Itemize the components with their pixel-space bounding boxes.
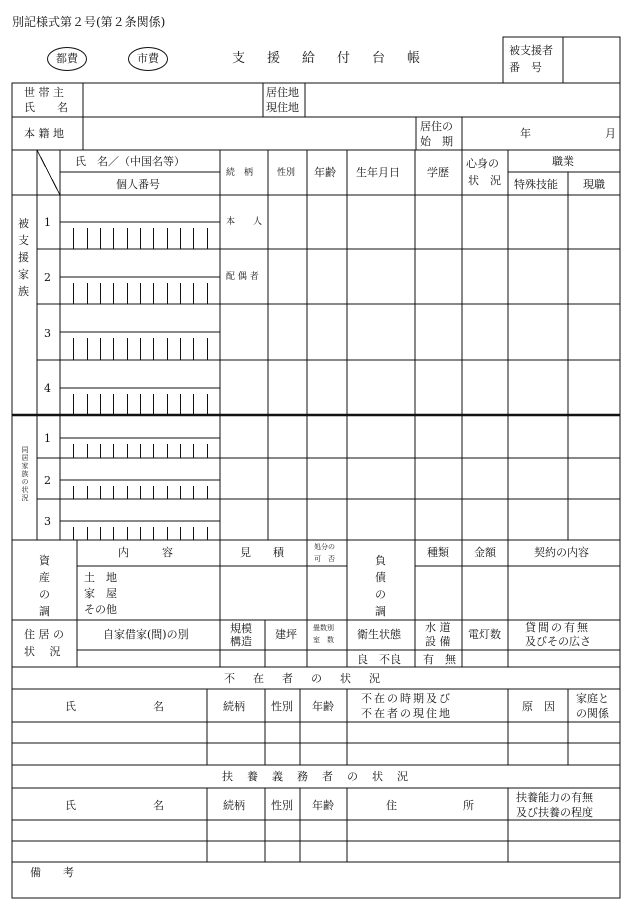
- asset-house: 家 屋: [84, 587, 117, 600]
- residence-start-label: 居住の: [420, 120, 453, 133]
- condition-header-2: 状 況: [468, 174, 501, 187]
- disposal-header-2: 可 否: [314, 555, 335, 563]
- residence-label: 居住地: [266, 86, 299, 99]
- family-row-number: 1: [44, 216, 51, 229]
- debt-section-label: 負債の調: [375, 554, 386, 618]
- lending-header: 貸間の有無: [525, 621, 590, 634]
- asset-land: 土 地: [84, 571, 117, 584]
- city-expense-mark: 市費: [128, 47, 168, 71]
- absence-period-header: 不在の時期及び: [361, 692, 452, 705]
- water-header: 水 道: [425, 621, 451, 634]
- support-ability-header-2: 及び扶養の程度: [516, 806, 593, 819]
- absentee-age-header: 年齢: [312, 700, 334, 713]
- disposal-header: 処分の: [314, 543, 335, 551]
- birthdate-header: 生年月日: [356, 166, 400, 179]
- rooms-header: 室 数: [313, 636, 334, 644]
- hygiene-options: 良 不良: [357, 653, 401, 666]
- supporter-name-header: 氏 名: [65, 799, 164, 812]
- lights-header: 電灯数: [468, 628, 501, 641]
- family-section-label: 被支援家族: [18, 217, 29, 298]
- supporter-sex-header: 性別: [271, 799, 293, 812]
- floor-area-header: 建坪: [275, 628, 297, 641]
- relation-spouse: 配 偶 者: [226, 272, 259, 282]
- education-header: 学歴: [427, 166, 449, 179]
- scale-header: 規模: [230, 622, 252, 635]
- family-row-number: 2: [44, 271, 51, 284]
- cohabiting-row-number: 1: [44, 432, 51, 445]
- household-head-label: 世 帯 主: [24, 86, 64, 99]
- relation-header: 続 柄: [226, 168, 254, 178]
- job-header: 職業: [552, 155, 574, 168]
- condition-header: 心身の: [466, 157, 499, 170]
- family-relationship-header-2: の関係: [576, 707, 609, 720]
- residence-field[interactable]: [306, 84, 619, 116]
- family-row-number: 4: [44, 382, 51, 395]
- cohabiting-row-number: 3: [44, 515, 51, 528]
- cohabiting-section-label: 同居家族の状況: [21, 446, 29, 502]
- domicile-field[interactable]: [84, 118, 415, 149]
- assets-section-label: 資産の調: [39, 554, 50, 618]
- family-relationship-header: 家庭と: [576, 692, 609, 705]
- water-header-2: 設 備: [425, 635, 451, 648]
- asset-content-header: 内 容: [118, 546, 173, 559]
- recipient-number-label-2: 番 号: [509, 61, 542, 74]
- housing-label: 住 居 の: [24, 628, 64, 641]
- supporter-relation-header: 続柄: [223, 799, 245, 812]
- owned-rented-header: 自家借家(間)の別: [103, 628, 189, 641]
- current-address-label: 現住地: [266, 101, 299, 114]
- relation-self: 本 人: [226, 217, 263, 227]
- supporter-section-title: 扶養義務者の状況: [222, 770, 422, 783]
- remarks-field[interactable]: [13, 882, 619, 897]
- debt-amount-header: 金額: [474, 546, 496, 559]
- household-head-name-label: 氏 名: [24, 101, 68, 114]
- recipient-number-label: 被支援者: [509, 44, 553, 57]
- current-job-header: 現職: [583, 178, 605, 191]
- water-options: 有 無: [423, 653, 456, 666]
- debt-kind-header: 種類: [427, 546, 449, 559]
- absentee-name-header: 氏 名: [65, 700, 164, 713]
- age-header: 年齢: [314, 166, 336, 179]
- cohabiting-row-number: 2: [44, 474, 51, 487]
- id-number-header: 個人番号: [116, 178, 160, 191]
- month-label: 月: [605, 127, 616, 140]
- support-ability-header: 扶養能力の有無: [516, 791, 593, 804]
- absentee-address-header: 不在者の現住地: [361, 707, 452, 720]
- form-code: 別記様式第２号(第２条関係): [12, 15, 166, 29]
- supporter-address-header: 住 所: [386, 799, 474, 812]
- structure-header: 構造: [230, 635, 252, 648]
- hygiene-header: 衛生状態: [357, 628, 401, 641]
- metropolitan-expense-mark: 都費: [47, 47, 87, 71]
- asset-other: その他: [84, 603, 117, 616]
- residence-start-label-2: 始 期: [420, 135, 453, 148]
- page-title: 支援給付台帳: [232, 51, 443, 66]
- mats-header: 畳数別: [313, 624, 334, 632]
- absentee-relation-header: 続柄: [223, 700, 245, 713]
- year-label: 年: [520, 127, 531, 140]
- absentee-section-title: 不在者の状況: [224, 672, 398, 685]
- lending-header-2: 及びその広さ: [525, 635, 591, 648]
- recipient-number-field[interactable]: [564, 38, 619, 82]
- domicile-label: 本 籍 地: [24, 127, 64, 140]
- sex-header: 性別: [277, 168, 296, 178]
- debt-contract-header: 契約の内容: [534, 546, 589, 559]
- family-row-number: 3: [44, 327, 51, 340]
- special-skill-header: 特殊技能: [514, 178, 558, 191]
- household-head-field[interactable]: [84, 84, 262, 116]
- supporter-age-header: 年齢: [312, 799, 334, 812]
- name-header: 氏 名／（中国名等）: [75, 155, 185, 168]
- absentee-sex-header: 性別: [271, 700, 293, 713]
- housing-label-2: 状 況: [24, 645, 61, 658]
- absence-cause-header: 原 因: [522, 700, 555, 713]
- asset-estimate-header: 見 積: [240, 546, 284, 559]
- remarks-label: 備 考: [30, 866, 74, 879]
